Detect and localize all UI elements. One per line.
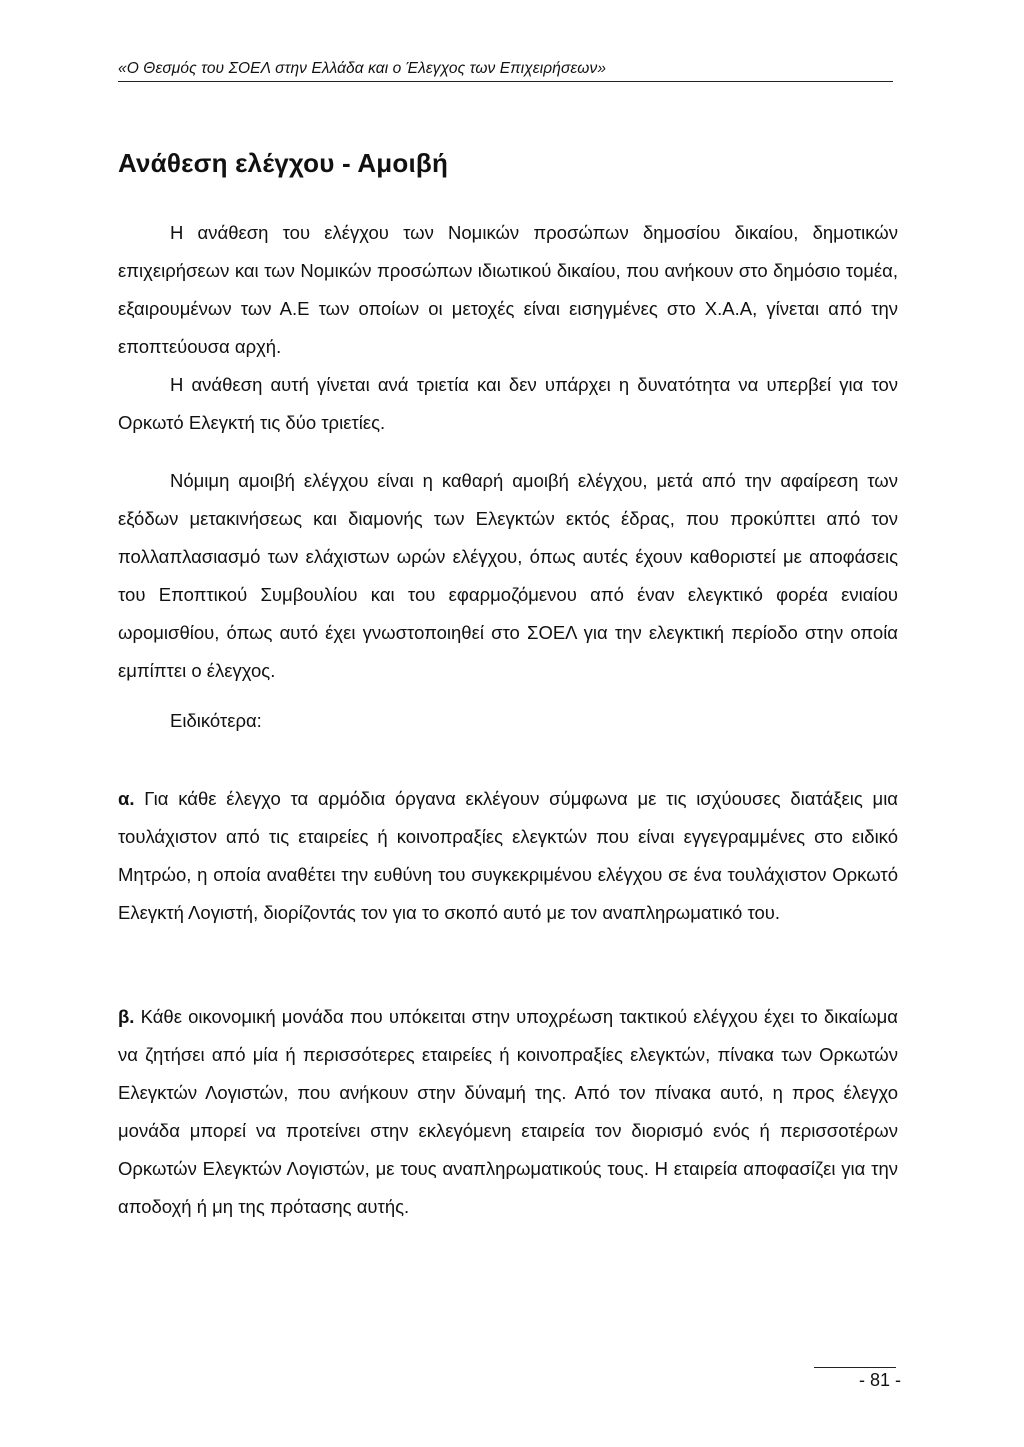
assignment-paragraph: Η ανάθεση του ελέγχου των Νομικών προσώπων δημοσίου δικαίου, δημοτικών επιχειρήσεων και των Νομικών προσώπων ιδιωτικού δικαίου, που ανήκουν στο δημόσιο τομέα, εξαιρουμένων των Α.Ε των οποίων οι μετοχές είναι εισηγμένες στο Χ.Α.Α, γίνεται από την εποπτεύουσα αρχή. [118, 222, 898, 357]
page-number: - 81 - [858, 1370, 901, 1390]
item-letter: β. [118, 1006, 135, 1027]
item-text: Για κάθε έλεγχο τα αρμόδια όργανα εκλέγουν σύμφωνα με τις ισχύουσες διατάξεις μια τουλάχιστον από τις εταιρείες ή κοινοπραξίες ελεγκτών που είναι εγγεγραμμένες στο ειδικό Μητρώο, η οποία αναθέτει την ευθύνη του συγκεκριμένου ελέγχου σε ένα τουλάχιστον Ορκωτό Ελεγκτή Λογιστή, διορίζοντάς τον για το σκοπό αυτό με τον αναπληρωματικό του. [118, 788, 898, 923]
running-header: «Ο Θεσμός του ΣΟΕΛ στην Ελλάδα και ο Έλεγχος των Επιχειρήσεων» [118, 60, 893, 82]
legal-fee-paragraph: Νόμιμη αμοιβή ελέγχου είναι η καθαρή αμοιβή ελέγχου, μετά από την αφαίρεση των εξόδων μετακινήσεως και διαμονής των Ελεγκτών εκτός έδρας, που προκύπτει από τον πολλαπλασιασμό των ελάχιστων ωρών ελέγχου, όπως αυτές έχουν καθοριστεί με αποφάσεις του Εποπτικού Συμβουλίου και του εφαρμοζόμενου από έναν ελεγκτικό φορέα ενιαίου ωρομισθίου, όπως αυτό έχει γνωστοποιηθεί στο ΣΟΕΛ για την ελεγκτική περίοδο στην οποία εμπίπτει ο έλεγχος. [118, 470, 898, 681]
assignment-section [118, 214, 898, 442]
item-letter: α. [118, 788, 135, 809]
specifically-heading: Ειδικότερα: [170, 710, 262, 731]
legal-fee-section [118, 462, 898, 690]
section-title: Ανάθεση ελέγχου - Αμοιβή [118, 148, 449, 178]
footer-rule [814, 1367, 896, 1368]
item-beta [118, 998, 898, 1226]
item-text: Κάθε οικονομική μονάδα που υπόκειται στην υποχρέωση τακτικού ελέγχου έχει το δικαίωμα να ζητήσει από μία ή περισσότερες εταιρείες ή κοινοπραξίες ελεγκτών, πίνακα των Ορκωτών Ελεγκτών Λογιστών, που ανήκουν στην δύναμή της. Από τον πίνακα αυτό, η προς έλεγχο μονάδα μπορεί να προτείνει στην εκλεγόμενη εταιρεία τον διορισμό ενός ή περισσοτέρων Ορκωτών Ελεγκτών Λογιστών, με τους αναπληρωματικούς τους. Η εταιρεία αποφασίζει για την αποδοχή ή μη της πρότασης αυτής. [118, 1006, 898, 1217]
triennial-paragraph: Η ανάθεση αυτή γίνεται ανά τριετία και δεν υπάρχει η δυνατότητα να υπερβεί για τον Ορκωτό Ελεγκτή τις δύο τριετίες. [118, 374, 898, 433]
item-alpha [118, 780, 898, 932]
